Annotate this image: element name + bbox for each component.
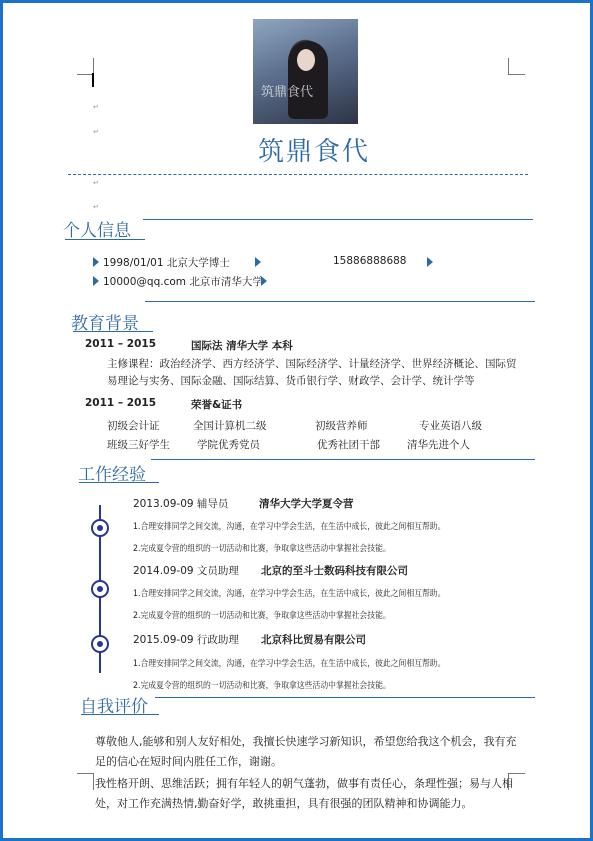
personal-phone: 15886888688 — [333, 255, 407, 267]
photo-face — [297, 49, 315, 71]
section-line-work — [79, 482, 159, 483]
honor-item: 专业英语八级 — [419, 420, 482, 432]
personal-birth-edu: 1998/01/01 北京大学博士 — [103, 257, 230, 269]
timeline-node-icon — [91, 635, 109, 653]
honor-item: 学院优秀党员 — [197, 439, 260, 451]
paragraph-mark-icon: ↵ — [93, 128, 99, 136]
work-date-role: 2015.09-09 行政助理 — [133, 634, 239, 646]
section-line-education — [73, 331, 153, 332]
work-company: 北京的至斗士数码科技有限公司 — [261, 565, 408, 577]
timeline-node-icon — [91, 519, 109, 537]
bullet-arrow-icon — [93, 276, 99, 286]
section-line-education-top — [145, 301, 535, 302]
work-duty: 1.合理安排同学之间交流，沟通，在学习中学会生活，在生活中成长，彼此之间相互帮助。 — [133, 659, 446, 669]
paragraph-mark-icon: ↵ — [93, 203, 99, 211]
paragraph-mark-icon: ↵ — [93, 103, 99, 111]
photo-watermark: 筑鼎食代 — [261, 85, 314, 100]
bullet-arrow-icon — [255, 257, 261, 267]
self-eval-line: 足的信心在短时间内胜任工作，谢谢。 — [95, 755, 282, 768]
work-date-role: 2013.09-09 辅导员 — [133, 498, 229, 510]
section-title-education: 教育背景 — [71, 314, 139, 334]
section-title-self: 自我评价 — [80, 697, 148, 717]
text-cursor — [92, 73, 94, 87]
section-line-personal — [143, 219, 533, 220]
work-duty: 2.完成夏令营的组织的一切活动和比赛，争取拿这些活动中掌握社会技能。 — [133, 544, 391, 554]
paragraph-mark-icon: ↵ — [93, 179, 99, 187]
profile-photo — [253, 19, 358, 124]
honors-title: 荣誉&证书 — [191, 399, 243, 411]
crop-mark-bottom-left — [77, 773, 94, 790]
crop-mark-top-right — [508, 58, 525, 75]
timeline-node-icon — [91, 580, 109, 598]
education-courses-line2: 易理论与实务、国际金融、国际结算、货币银行学、财政学、会计学、统计学等 — [107, 375, 475, 387]
section-line-self-top — [155, 697, 535, 698]
personal-email-address: 10000@qq.com 北京市清华大学 — [103, 276, 263, 288]
honor-item: 全国计算机二级 — [193, 420, 267, 432]
work-company: 北京科比贸易有限公司 — [261, 634, 366, 646]
honors-period: 2011 – 2015 — [85, 397, 157, 409]
self-eval-line: 处，对工作充满热情,勤奋好学，敢挑重担，具有很强的团队精神和协调能力。 — [95, 797, 473, 810]
honor-item: 优秀社团干部 — [317, 439, 380, 451]
work-duty: 1.合理安排同学之间交流，沟通，在学习中学会生活，在生活中成长，彼此之间相互帮助。 — [133, 589, 446, 599]
section-title-work: 工作经验 — [78, 465, 146, 485]
section-line-work-top — [151, 459, 535, 460]
bullet-arrow-icon — [427, 257, 433, 267]
section-title-personal: 个人信息 — [63, 221, 131, 241]
work-duty: 1.合理安排同学之间交流，沟通，在学习中学会生活，在生活中成长，彼此之间相互帮助。 — [133, 522, 446, 532]
honor-item: 班级三好学生 — [107, 439, 170, 451]
header-divider — [68, 174, 528, 175]
bullet-arrow-icon — [93, 257, 99, 267]
work-duty: 2.完成夏令营的组织的一切活动和比赛，争取拿这些活动中掌握社会技能。 — [133, 681, 391, 691]
bullet-arrow-icon — [261, 276, 267, 286]
work-duty: 2.完成夏令营的组织的一切活动和比赛，争取拿这些活动中掌握社会技能。 — [133, 611, 391, 621]
section-line-self — [81, 714, 159, 715]
self-eval-line: 我性格开朗、思维活跃；拥有年轻人的朝气蓬勃，做事有责任心，条理性强；易与人相 — [95, 777, 513, 790]
education-degree: 国际法 清华大学 本科 — [191, 340, 293, 352]
work-date-role: 2014.09-09 文员助理 — [133, 565, 239, 577]
honor-item: 初级会计证 — [107, 420, 160, 432]
education-courses-line1: 主修课程：政治经济学、西方经济学、国际经济学、计量经济学、世界经济概论、国际贸 — [107, 358, 517, 370]
education-period: 2011 – 2015 — [85, 338, 157, 350]
honor-item: 初级营养师 — [315, 420, 368, 432]
work-company: 清华大学大学夏令营 — [259, 498, 354, 510]
honor-item: 清华先进个人 — [407, 439, 470, 451]
self-eval-line: 尊敬他人,能够和别人友好相处，我擅长快速学习新知识，希望您给我这个机会，我有充 — [95, 735, 517, 748]
candidate-name: 筑鼎食代 — [258, 137, 371, 167]
section-line-personal-bottom — [65, 239, 145, 240]
